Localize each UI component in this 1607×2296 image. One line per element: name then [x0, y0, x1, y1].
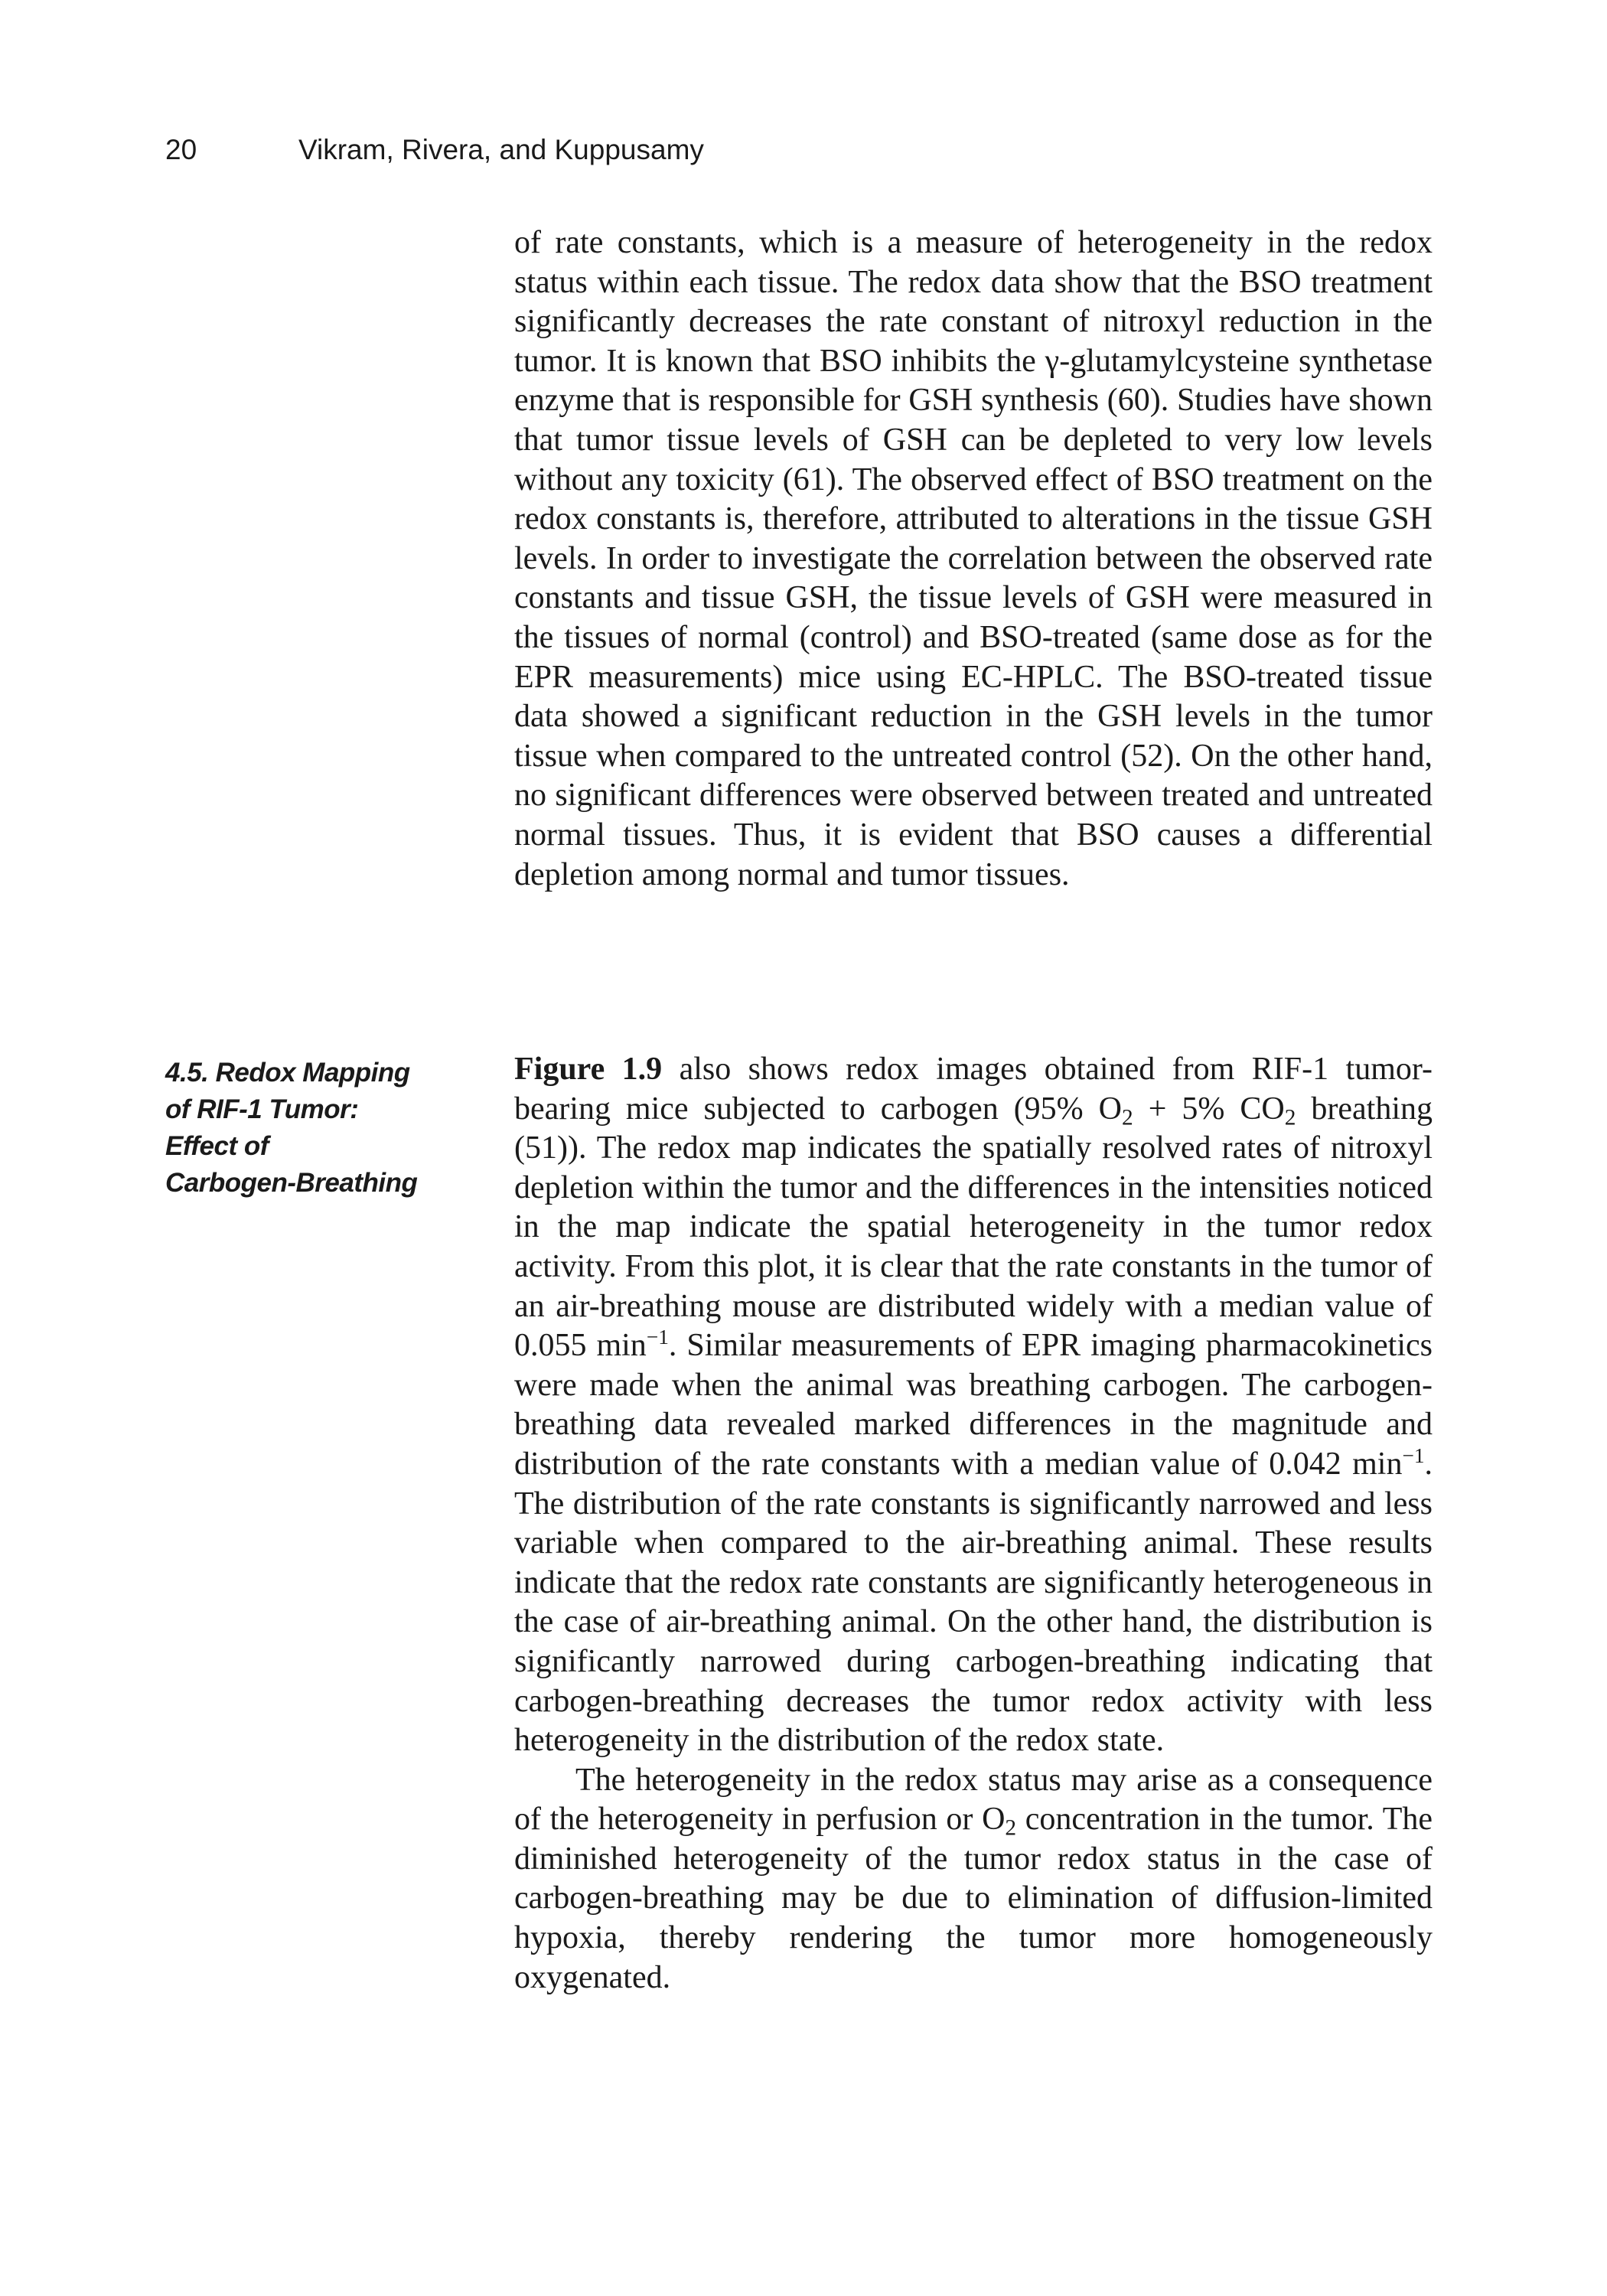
section-heading-line: 4.5. Redox Mapping	[165, 1058, 410, 1088]
body-text-block-2	[514, 1050, 1433, 1998]
paragraph-bso-treatment: of rate constants, which is a measure of heterogeneity in the redox status within each tissue. The redox data show that the BSO treatment significantly decreases the rate constant of nitroxyl reduction in the tumor. It is known that BSO inhibits the γ-glutamylcysteine synthetase enzyme that is responsible for GSH synthesis (60). Studies have shown that tumor tissue levels of GSH can be depleted to very low levels without any toxicity (61). The observed effect of BSO treatment on the redox constants is, therefore, attributed to alterations in the tissue GSH levels. In order to investigate the correlation between the observed rate constants and tissue GSH, the tissue levels of GSH were measured in the tissues of normal (control) and BSO-treated (same dose as for the EPR measurements) mice using EC-HPLC. The BSO-treated tissue data showed a significant reduction in the GSH levels in the tumor tissue when compared to the untreated control (52). On the other hand, no significant differences were observed between treated and untreated normal tissues. Thus, it is evident that BSO causes a differential depletion among normal and tumor tissues.	[514, 225, 1433, 892]
running-head: Vikram, Rivera, and Kuppusamy	[298, 134, 704, 165]
section-heading-line: Effect of	[165, 1131, 269, 1161]
superscript: −1	[646, 1326, 669, 1349]
paragraph-carbogen-redox: Figure 1.9 also shows redox images obtained from RIF-1 tumor-bearing mice subjected to carbogen (95% $O_2 + 5\%$ $CO_2$ breathing (51)). The redox map indicates the spatially resolved rates of nitroxyl depletion within the tumor and the differences in the intensities noticed in the map indicate the spatial heterogeneity in the tumor redox activity. From this plot, it is clear that the rate constants in the tumor of an air-breathing mouse are distributed widely with a median value of 0.055 $\min^{-1}$. Similar measurements of EPR imaging pharmacokinetics were made when the animal was breathing carbogen. The carbogen-breathing data revealed marked differences in the magnitude and distribution of the rate constants with a median value of 0.042 $\min^{-1}$. The distribution of the rate constants is significantly narrowed and less variable when compared to the air-breathing animal. These results indicate that the redox rate constants are significantly heterogeneous in the case of air-breathing animal. On the other hand, the distribution is significantly narrowed during carbogen-breathing indicating that carbogen-breathing decreases the tumor redox activity with less heterogeneity in the distribution of the redox state.	[514, 1052, 1433, 1759]
page-number: 20	[165, 134, 197, 165]
section-heading-line: Carbogen-Breathing	[165, 1168, 418, 1198]
subscript: 2	[1005, 1815, 1017, 1841]
body-text-block-1	[514, 223, 1433, 895]
page-header	[0, 134, 1607, 180]
figure-reference: Figure 1.9	[514, 1052, 663, 1087]
paragraph-heterogeneity: The heterogeneity in the redox status may arise as a consequence of the heterogeneity in perfusion or $O_2$ concentration in the tumor. The diminished heterogeneity of the tumor redox status in the case of carbogen-breathing may be due to elimination of diffusion-limited hypoxia, thereby rendering the tumor more homogeneously oxygenated.	[514, 1762, 1433, 1995]
section-heading	[165, 1055, 471, 1202]
subscript: 2	[1122, 1104, 1133, 1130]
superscript: −1	[1402, 1443, 1425, 1467]
section-heading-line: of RIF-1 Tumor:	[165, 1094, 359, 1124]
subscript: 2	[1284, 1104, 1296, 1130]
